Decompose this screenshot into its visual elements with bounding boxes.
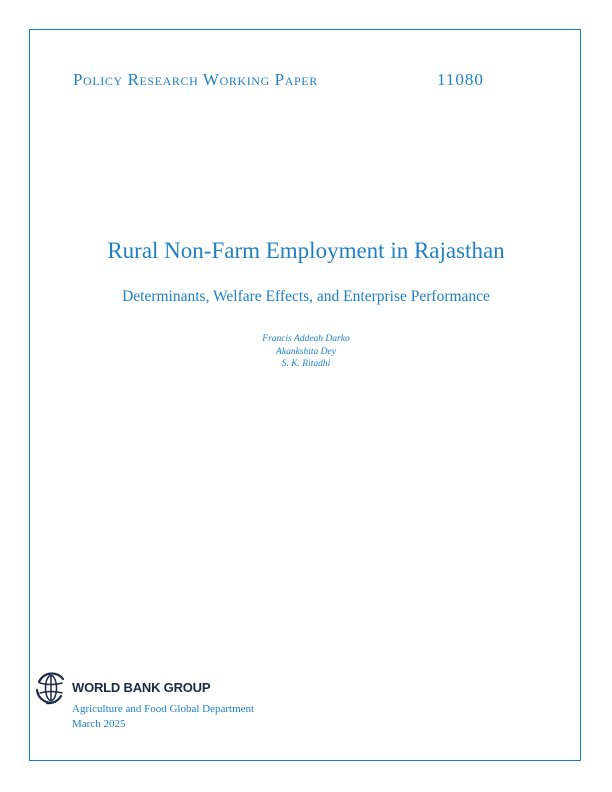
globe-icon — [33, 670, 69, 706]
series-header — [73, 70, 533, 92]
author-name: Akankshita Dey — [276, 346, 336, 357]
paper-number: 11080 — [437, 70, 484, 89]
department-name: Agriculture and Food Global Department — [72, 703, 255, 715]
author-name: S. K. Ritadhi — [281, 359, 331, 369]
author-list — [0, 333, 612, 371]
organization-name: WORLD BANK GROUP — [72, 680, 211, 695]
paper-subtitle: Determinants, Welfare Effects, and Enterprise Performance — [122, 288, 490, 305]
publication-date: March 2025 — [72, 718, 126, 730]
series-name: Policy Research Working Paper — [73, 70, 318, 89]
paper-title: Rural Non-Farm Employment in Rajasthan — [107, 238, 505, 263]
author-name: Francis Addeah Darko — [262, 334, 350, 344]
page-border — [29, 29, 581, 761]
